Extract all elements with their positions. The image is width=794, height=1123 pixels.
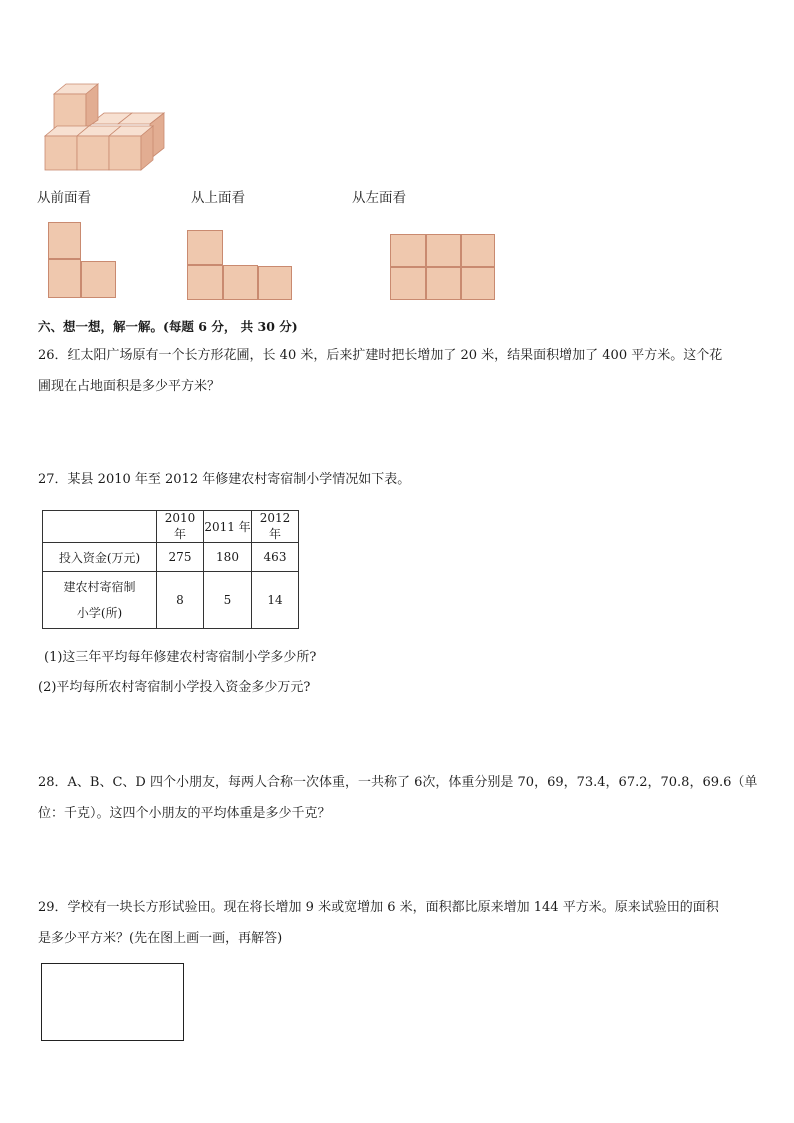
q26-line2: 圃现在占地面积是多少平方米？ [38, 379, 221, 394]
table-cell: 463 [252, 543, 299, 572]
table-header-2010: 2010 年 [157, 511, 204, 543]
q27-sub2: (2)平均每所农村寄宿制小学投入资金多少万元? [38, 680, 311, 695]
section-6-title: 六、想一想，解一解。(每题 6 分， 共 30 分) [38, 319, 298, 334]
table-cell: 180 [204, 543, 252, 572]
table-header-2012: 2012 年 [252, 511, 299, 543]
table-cell: 14 [252, 572, 299, 629]
q27-sub1: (1)这三年平均每年修建农村寄宿制小学多少所? [44, 650, 317, 665]
schools-label-line1: 建农村寄宿制 [63, 580, 136, 594]
q27-intro: 27．某县 2010 年至 2012 年修建农村寄宿制小学情况如下表。 [38, 472, 411, 487]
table-row-label-schools [43, 572, 157, 629]
q29-line2: 是多少平方米？(先在图上画一画，再解答) [38, 931, 283, 946]
table-header-empty [43, 511, 157, 543]
q28-line2: 位：千克）。这四个小朋友的平均体重是多少千克？ [38, 806, 331, 821]
table-cell: 8 [157, 572, 204, 629]
field-drawing-rectangle [41, 963, 184, 1041]
top-view-label: 从上面看 [191, 190, 245, 206]
front-view-label: 从前面看 [37, 190, 91, 206]
cube-arrangement-figure [40, 80, 175, 175]
left-view-label: 从左面看 [352, 190, 406, 206]
table-row-label-funding: 投入资金(万元) [43, 543, 157, 572]
table-cell: 275 [157, 543, 204, 572]
q29-line1: 29．学校有一块长方形试验田。现在将长增加 9 米或宽增加 6 米，面积都比原来增加 144 平方米。原来试验田的面积 [38, 900, 719, 915]
q28-line1: 28．A、B、C、D 四个小朋友，每两人合称一次体重，一共称了 6次，体重分别是 70，69，73.4，67.2，70.8，69.6（单 [38, 775, 758, 790]
table-cell: 5 [204, 572, 252, 629]
school-data-table [42, 510, 299, 629]
table-header-2011: 2011 年 [204, 511, 252, 543]
q26-line1: 26．红太阳广场原有一个长方形花圃，长 40 米，后来扩建时把长增加了 20 米，结果面积增加了 400 平方米。这个花 [38, 348, 723, 363]
schools-label-line2: 小学(所) [76, 606, 123, 620]
